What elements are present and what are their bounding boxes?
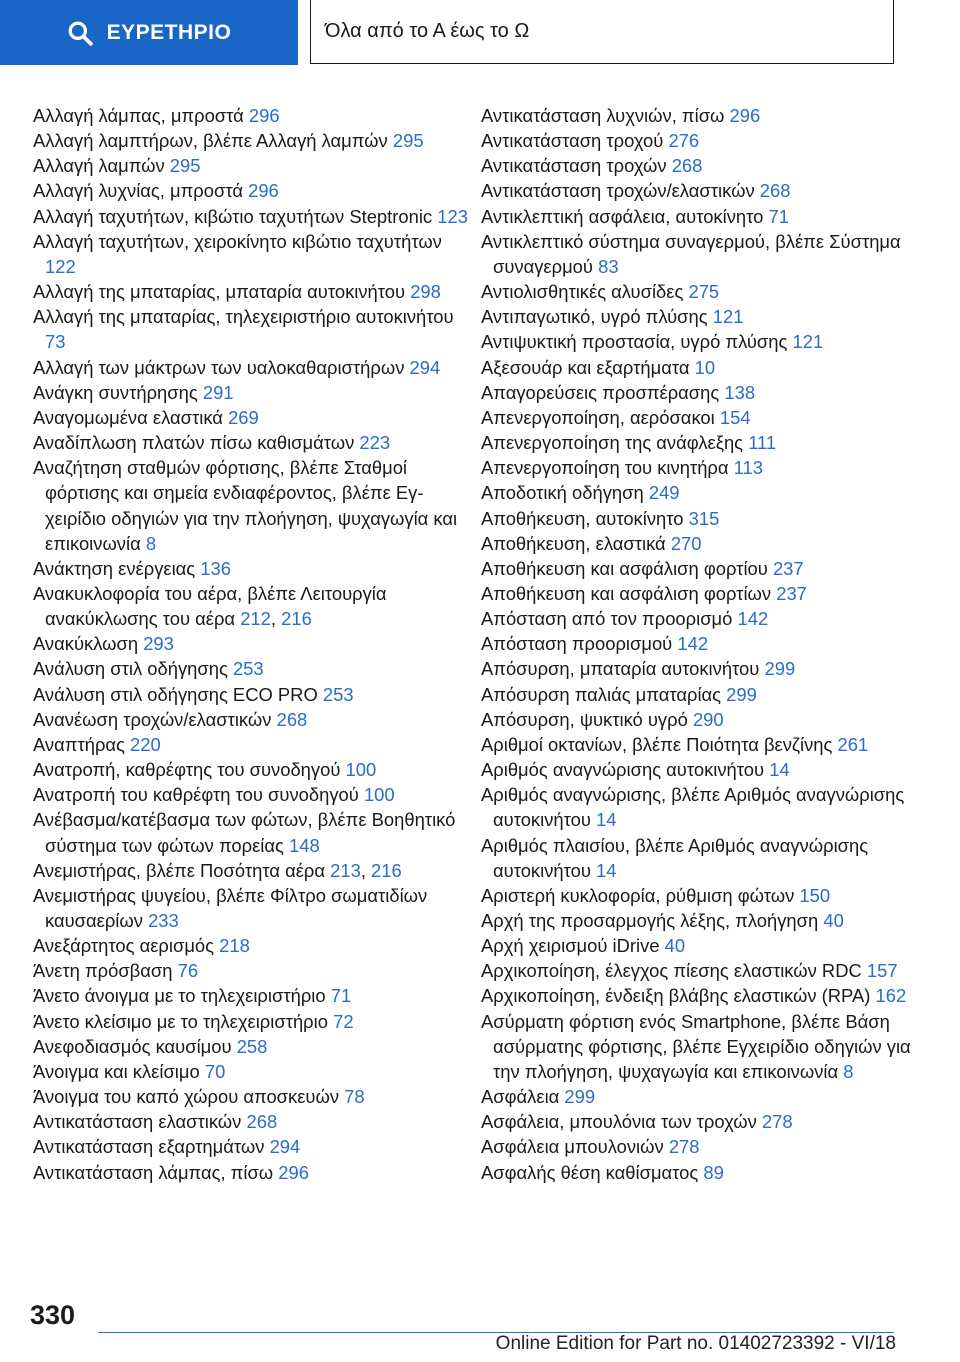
index-entry-text: Αριθμός αναγνώρισης, βλέπε Αριθμός αναγνώρισης αυτοκινήτου	[481, 784, 905, 831]
index-entry-text: Απόσταση προορισμού	[481, 633, 673, 655]
index-entry-text: Αλλαγή ταχυτήτων, κιβώτιο ταχυτήτων Steptronic	[33, 205, 433, 227]
index-entry	[481, 631, 921, 656]
index-entry	[33, 355, 473, 380]
page-link[interactable]: 122	[45, 255, 76, 277]
index-entry-text: Ανεξάρτητος αερισμός	[33, 935, 215, 957]
index-tab[interactable]	[0, 0, 298, 65]
page-link[interactable]: 71	[330, 985, 352, 1007]
page-link[interactable]: 268	[246, 1111, 278, 1133]
page-link[interactable]: 268	[671, 155, 703, 177]
page-link[interactable]: 100	[345, 759, 377, 781]
index-entry-text: Άνοιγμα του καπό χώρου αποσκευών	[33, 1086, 340, 1108]
index-entry-text: Αρχικοποίηση, ένδειξη βλάβης ελαστικών (RPA)	[481, 985, 871, 1007]
index-entry-text: Αποθήκευση, αυτοκίνητο	[481, 507, 684, 529]
index-entry-text: Ανάλυση στιλ οδήγησης	[33, 658, 228, 680]
index-entry	[481, 531, 921, 556]
index-entry	[33, 229, 473, 279]
index-entry	[481, 732, 921, 757]
page-number: 330	[30, 1300, 76, 1330]
page-link[interactable]: 233	[148, 910, 179, 931]
page-link[interactable]: 296	[248, 180, 279, 202]
index-entry	[481, 178, 921, 203]
index-entry	[481, 153, 921, 178]
index-entry	[33, 1059, 473, 1084]
page-link[interactable]: 261	[837, 733, 869, 755]
index-entry-text: Ανάλυση στιλ οδήγησης ECO PRO	[33, 683, 318, 705]
index-entry-text: Ανεφοδιασμός καυσίμου	[33, 1035, 232, 1057]
page-link[interactable]: 299	[726, 683, 757, 705]
index-entry-text: Αναζήτηση σταθμών φόρτισης, βλέπε Σταθμοί φόρτισης και σημεία ενδιαφέροντος, βλέπε Εγχειρίδιο οδηγιών για την πλοήγηση, ψυχαγωγία και επικοινωνία	[33, 457, 458, 554]
page-link[interactable]: 216	[281, 608, 312, 630]
search-icon	[67, 20, 93, 46]
index-entry-text: Αντικατάσταση ελαστικών	[33, 1111, 242, 1133]
index-entry-text: Αριθμοί οκτανίων, βλέπε Ποιότητα βενζίνης	[481, 733, 833, 755]
index-entry	[33, 807, 473, 857]
index-entry-text: Αλλαγή λάμπας, μπροστά	[33, 105, 244, 126]
index-entry-text: Αντικατάσταση εξαρτημάτων	[33, 1136, 265, 1158]
index-entry	[481, 1160, 921, 1185]
index-entry	[33, 430, 473, 455]
index-entry	[33, 204, 473, 229]
page-link[interactable]: 136	[200, 557, 231, 579]
index-entry-text: Απενεργοποίηση της ανάφλεξης	[481, 432, 744, 454]
page-link[interactable]: 8	[145, 532, 157, 554]
page-link[interactable]: 73	[45, 331, 66, 353]
index-entry-text: Αποδοτική οδήγηση	[481, 482, 644, 504]
index-entry-text: Ανανέωση τροχών/ελαστικών	[33, 708, 272, 730]
index-entry	[33, 933, 473, 958]
index-entry-text: Αποθήκευση και ασφάλιση φορτίου	[481, 557, 768, 579]
index-entry	[33, 983, 473, 1008]
index-entry-text: Απαγορεύσεις προσπέρασης	[481, 381, 720, 403]
index-entry	[481, 833, 921, 883]
index-entry	[481, 405, 921, 430]
index-entry: Ανακυκλοφορία του αέρα, βλέπε Λειτουργία ανακύκλωσης του αέρα 212, 216	[33, 582, 387, 630]
page-link[interactable]: 157	[866, 960, 898, 982]
index-entry-text: Αντικλεπτική ασφάλεια, αυτοκίνητο	[481, 205, 764, 227]
page-link[interactable]: 14	[596, 859, 617, 881]
page-link[interactable]: 121	[792, 331, 824, 353]
page-link[interactable]: 269	[228, 406, 259, 428]
page-link[interactable]: 14	[769, 759, 790, 781]
page-link[interactable]: 72	[333, 1010, 354, 1032]
index-entry	[33, 304, 473, 354]
index-entry	[481, 455, 921, 480]
page-link[interactable]: 299	[764, 658, 796, 680]
index-entry-text: Ασύρματη φόρτιση ενός Smartphone, βλέπε Βάση ασύρματης φόρτισης, βλέπε Εγχειρίδιο οδηγιών για την πλοήγηση, ψυχαγωγία και επικοινωνία	[481, 1010, 911, 1082]
index-column-right	[481, 103, 921, 1185]
index-entry	[33, 1084, 473, 1109]
section-title: Όλα από το Α έως το Ω	[325, 20, 530, 42]
page-link[interactable]: 278	[761, 1111, 793, 1133]
index-entry	[33, 128, 473, 153]
index-entry-text: Αντικατάσταση τροχών/ελαστικών	[481, 180, 755, 202]
index-entry-text: Αλλαγή της μπαταρίας, μπαταρία αυτοκινήτου	[33, 281, 406, 303]
index-entry-text: Αρχή χειρισμού iDrive	[481, 935, 660, 957]
index-entry-text: Άνετο άνοιγμα με το τηλεχειριστήριο	[33, 985, 326, 1007]
page-link[interactable]: 89	[703, 1161, 724, 1183]
index-entry	[481, 1009, 921, 1084]
index-entry-text: Απόσυρση, ψυκτικό υγρό	[481, 708, 688, 730]
index-entry-text: Αλλαγή λαμπτήρων, βλέπε Αλλαγή λαμπών	[33, 130, 388, 152]
index-entry-text: Απενεργοποίηση του κινητήρα	[481, 457, 729, 479]
index-entry	[481, 883, 921, 908]
page-link[interactable]: 290	[692, 708, 724, 730]
page-link[interactable]: 71	[768, 205, 789, 227]
index-entry-text: Αντικλεπτικό σύστημα συναγερμού, βλέπε Σύστημα συναγερμού	[481, 230, 901, 277]
page-link[interactable]: 154	[719, 406, 751, 428]
index-entry	[481, 304, 921, 329]
page-link[interactable]: 268	[759, 180, 791, 202]
index-entry-text: Απενεργοποίηση, αερόσακοι	[481, 406, 715, 428]
index-entry-text: Αποθήκευση και ασφάλιση φορτίων	[481, 582, 772, 604]
index-entry	[481, 430, 921, 455]
index-entry	[33, 178, 473, 203]
index-entry	[33, 707, 473, 732]
index-entry-text: Αντικατάσταση τροχών	[481, 155, 667, 177]
page-link[interactable]: 278	[668, 1136, 700, 1158]
index-entry-text: Άνετη πρόσβαση	[33, 960, 173, 982]
index-entry-text: Αλλαγή της μπαταρίας, τηλεχειριστήριο αυτοκινήτου	[33, 306, 454, 328]
index-entry: Ανεμιστήρας, βλέπε Ποσότητα αέρα 213, 216	[33, 859, 402, 881]
index-entry-text: Ασφάλεια	[481, 1086, 560, 1108]
page-link[interactable]: 123	[437, 205, 468, 227]
index-entry	[33, 1034, 473, 1059]
page-link[interactable]: 293	[143, 633, 174, 655]
index-entry-text: Απόσυρση παλιάς μπαταρίας	[481, 683, 722, 705]
page-link[interactable]: 111	[748, 432, 777, 454]
index-entry	[481, 506, 921, 531]
page-link[interactable]: 268	[276, 708, 308, 730]
index-entry-text: Αντιψυκτική προστασία, υγρό πλύσης	[481, 331, 788, 353]
index-entry	[481, 204, 921, 229]
index-entry	[33, 757, 473, 782]
index-entry	[481, 1109, 921, 1134]
index-entry	[481, 556, 921, 581]
page-link[interactable]: 294	[269, 1136, 301, 1158]
index-entry-text: Αναδίπλωση πλατών πίσω καθισμάτων	[33, 432, 355, 454]
index-entry	[481, 329, 921, 354]
index-entry	[481, 1084, 921, 1109]
index-entry-text: Άνοιγμα και κλείσιμο	[33, 1060, 200, 1082]
index-entry-text: Ανέβασμα/κατέβασμα των φώτων, βλέπε Βοηθητικό σύστημα των φώτων πορείας	[33, 809, 456, 856]
index-entry	[481, 782, 921, 832]
page-link[interactable]: 296	[248, 105, 280, 126]
page-link[interactable]: 150	[799, 884, 831, 906]
page-link[interactable]: 276	[668, 130, 700, 152]
index-entry-text: Αριθμός αναγνώρισης αυτοκινήτου	[481, 759, 765, 781]
page-link[interactable]: 142	[737, 608, 769, 630]
index-column-left	[33, 103, 473, 1185]
index-entry-text: Αριστερή κυκλοφορία, ρύθμιση φώτων	[481, 884, 795, 906]
index-entry-text: Άνετο κλείσιμο με το τηλεχειριστήριο	[33, 1010, 328, 1032]
page-link[interactable]: 253	[322, 683, 354, 705]
index-entry	[481, 380, 921, 405]
index-entry	[481, 581, 921, 606]
index-entry-text: Αντικατάσταση λάμπας, πίσω	[33, 1161, 274, 1183]
page-link[interactable]: 296	[729, 105, 761, 126]
page-link[interactable]: 275	[688, 281, 720, 303]
page-link[interactable]: 249	[648, 482, 680, 504]
index-entry-text: Αποθήκευση, ελαστικά	[481, 532, 666, 554]
index-entry-text: Ανάγκη συντήρησης	[33, 381, 198, 403]
page-link[interactable]: 295	[169, 155, 201, 177]
index-entry	[481, 606, 921, 631]
index-entry-text: Ασφαλής θέση καθίσματος	[481, 1161, 699, 1183]
footer-edition: Online Edition for Part no. 01402723392 - VI/18	[495, 1333, 896, 1354]
index-entry-text: Αντικατάσταση τροχού	[481, 130, 664, 152]
page-link[interactable]: 121	[712, 306, 744, 328]
index-entry-text: Ανακύκλωση	[33, 633, 139, 655]
index-entry	[33, 1109, 473, 1134]
page-link[interactable]: 70	[204, 1060, 226, 1082]
index-entry-text: Αρχή της προσαρμογής λέξης, πλοήγηση	[481, 910, 819, 931]
index-entry	[481, 707, 921, 732]
index-entry-text: Αριθμός πλαισίου, βλέπε Αριθμός αναγνώρισης αυτοκινήτου	[481, 834, 869, 881]
index-entry-text: Αλλαγή λαμπών	[33, 155, 165, 177]
index-entry-text: Αρχικοποίηση, έλεγχος πίεσης ελαστικών RDC	[481, 960, 862, 982]
index-entry-text: Ανακυκλοφορία του αέρα, βλέπε Λειτουργία ανακύκλωσης του αέρα	[33, 582, 387, 630]
index-entry-text: Ασφάλεια, μπουλόνια των τροχών	[481, 1111, 757, 1133]
index-entry-text: Αντικατάσταση λυχνιών, πίσω	[481, 105, 725, 126]
page-link[interactable]: 40	[823, 910, 844, 931]
index-entry-text: Αναπτήρας	[33, 733, 125, 755]
page-link[interactable]: 148	[288, 834, 320, 856]
page-link[interactable]: 212	[240, 608, 271, 630]
index-entry	[481, 656, 921, 681]
index-entry-text: Αλλαγή λυχνίας, μπροστά	[33, 180, 243, 202]
index-entry-text: Απόσταση από τον προορισμό	[481, 608, 733, 630]
index-entry-text: Αντιολισθητικές αλυσίδες	[481, 281, 684, 303]
index-entry-text: Αλλαγή των μάκτρων των υαλοκαθαριστήρων	[33, 356, 405, 378]
index-entry-text: Ανεμιστήρας ψυγείου, βλέπε Φίλτρο σωματιδίων καυσαερίων	[33, 884, 428, 931]
index-entry	[33, 782, 473, 807]
index-entry-text: Ασφάλεια μπουλονιών	[481, 1136, 664, 1158]
section-title-box	[310, 0, 894, 64]
index-entry	[33, 380, 473, 405]
index-entry	[481, 757, 921, 782]
page-link[interactable]: 220	[130, 733, 161, 755]
page-link[interactable]: 295	[392, 130, 424, 152]
page-link[interactable]: 296	[278, 1161, 309, 1183]
page-link[interactable]: 237	[772, 557, 804, 579]
page-link[interactable]: 162	[875, 985, 907, 1007]
index-entry	[481, 1134, 921, 1159]
page-link[interactable]: 78	[344, 1086, 365, 1108]
page-link[interactable]: 258	[236, 1035, 268, 1057]
page-link[interactable]: 253	[232, 658, 264, 680]
index-entry	[481, 908, 921, 933]
index-entry	[481, 682, 921, 707]
index-tab-label: ΕΥΡΕΤΗΡΙΟ	[106, 20, 232, 44]
index-entry	[481, 128, 921, 153]
page-link[interactable]: 218	[219, 935, 250, 957]
index-entry	[33, 153, 473, 178]
page-link[interactable]: 223	[359, 432, 391, 454]
index-entry-text: Αντιπαγωτικό, υγρό πλύσης	[481, 306, 708, 328]
page-link[interactable]: 113	[733, 457, 763, 479]
page-link[interactable]: 138	[724, 381, 756, 403]
page-link[interactable]: 216	[371, 859, 402, 881]
page-link[interactable]: 40	[664, 935, 686, 957]
index-entry	[33, 405, 473, 430]
index-entry-text: Αλλαγή ταχυτήτων, χειροκίνητο κιβώτιο ταχυτήτων	[33, 230, 442, 252]
index-entry-text: Ανατροπή του καθρέφτη του συνοδηγού	[33, 784, 359, 806]
page-link[interactable]: 291	[202, 381, 234, 403]
index-entry	[481, 983, 921, 1008]
page-link[interactable]: 298	[410, 281, 441, 303]
index-entry	[481, 958, 921, 983]
index-entry	[481, 933, 921, 958]
index-entry	[33, 1160, 473, 1185]
index-entry	[33, 279, 473, 304]
index-entry-text: Απόσυρση, μπαταρία αυτοκινήτου	[481, 658, 760, 680]
index-entry	[33, 682, 473, 707]
index-entry	[33, 1009, 473, 1034]
page-link[interactable]: 270	[670, 532, 702, 554]
index-entry	[481, 355, 921, 380]
page-link[interactable]: 237	[776, 582, 807, 604]
page-link[interactable]: 10	[694, 356, 716, 378]
index-entry	[33, 1134, 473, 1159]
index-entry	[33, 103, 473, 128]
index-entry	[33, 883, 473, 933]
index-entry-text: Αξεσουάρ και εξαρτήματα	[481, 356, 690, 378]
index-entry	[33, 656, 473, 681]
index-entry	[33, 958, 473, 983]
index-entry-text: Ανάκτηση ενέργειας	[33, 557, 196, 579]
index-entry	[33, 732, 473, 757]
index-entry	[481, 229, 921, 279]
page-link[interactable]: 315	[688, 507, 720, 529]
index-entry	[33, 556, 473, 581]
page-link[interactable]: 299	[564, 1086, 596, 1108]
page-link[interactable]: 14	[596, 809, 617, 831]
page-link[interactable]: 213	[330, 859, 361, 881]
index-entry-text: Ανατροπή, καθρέφτης του συνοδηγού	[33, 759, 341, 781]
page-link[interactable]: 294	[409, 356, 441, 378]
index-entry	[481, 103, 921, 128]
index-entry-text: Ανεμιστήρας, βλέπε Ποσότητα αέρα	[33, 859, 325, 881]
page-link[interactable]: 83	[598, 255, 619, 277]
index-entry	[481, 279, 921, 304]
page-link[interactable]: 100	[363, 784, 395, 806]
page-link[interactable]: 76	[177, 960, 199, 982]
page-link[interactable]: 142	[677, 633, 709, 655]
page-link[interactable]: 8	[843, 1060, 854, 1082]
index-entry	[33, 455, 473, 556]
index-entry	[481, 480, 921, 505]
index-entry-text: Αναγομωμένα ελαστικά	[33, 406, 223, 428]
index-entry	[33, 631, 473, 656]
